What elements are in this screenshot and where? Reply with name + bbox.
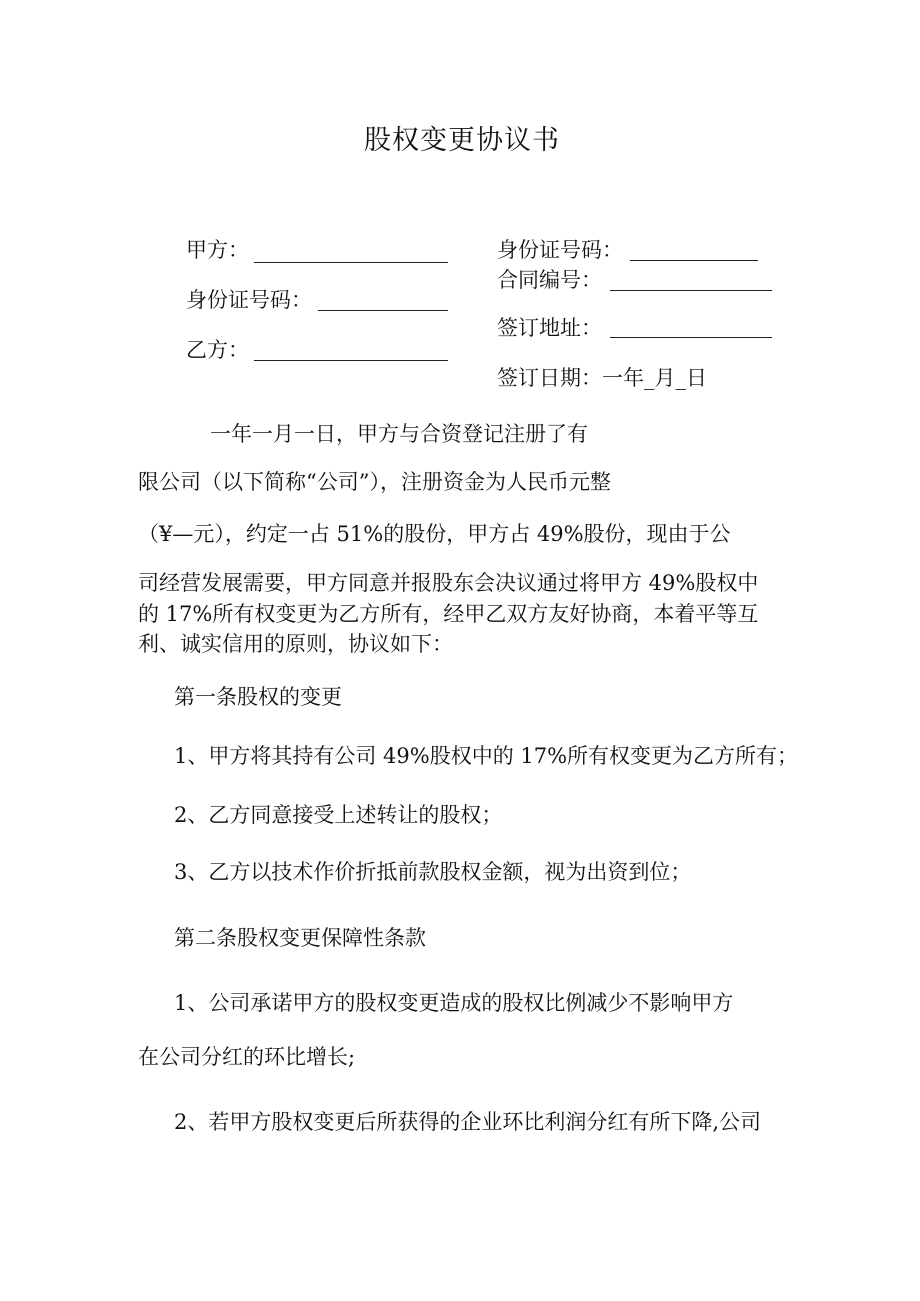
contract-no-blank xyxy=(610,290,772,291)
sign-date: 签订日期：一年_月_日 xyxy=(497,366,707,390)
body-line: 一年一月一日，甲方与合资登记注册了有 xyxy=(210,422,588,446)
body-line: 限公司（以下简称“公司”），注册资金为人民币元整 xyxy=(138,470,611,494)
body-line: （¥—元），约定一占 51%的股份，甲方占 49%股份，现由于公 xyxy=(138,522,731,546)
article-2-item-2: 2、若甲方股权变更后所获得的企业环比利润分红有所下降,公司 xyxy=(174,1110,762,1134)
body-line: 在公司分红的环比增长; xyxy=(138,1045,356,1069)
party-a-label: 甲方： xyxy=(186,238,249,262)
right-id-label: 身份证号码： xyxy=(497,238,623,262)
sign-place-blank xyxy=(610,337,772,338)
party-a-blank xyxy=(254,262,448,263)
right-id-blank xyxy=(630,260,758,261)
party-b-label: 乙方： xyxy=(186,338,249,362)
article-2-heading: 第二条股权变更保障性条款 xyxy=(174,926,426,950)
contract-no-label: 合同编号： xyxy=(497,268,602,292)
party-a-id-blank xyxy=(318,310,448,311)
sign-place-label: 签订地址： xyxy=(497,316,602,340)
party-a-id-label: 身份证号码： xyxy=(186,288,312,312)
article-1-item-3: 3、乙方以技术作价折抵前款股权金额，视为出资到位； xyxy=(174,860,692,884)
body-line: 的 17%所有权变更为乙方所有，经甲乙双方友好协商，本着平等互 xyxy=(138,602,759,626)
article-1-heading: 第一条股权的变更 xyxy=(174,685,342,709)
article-1-item-1: 1、甲方将其持有公司 49%股权中的 17%所有权变更为乙方所有； xyxy=(174,744,799,768)
document-title: 股权变更协议书 xyxy=(364,125,560,156)
body-line: 利、诚实信用的原则，协议如下： xyxy=(138,632,453,656)
article-2-item-1: 1、公司承诺甲方的股权变更造成的股权比例减少不影响甲方 xyxy=(174,991,734,1015)
body-line: 司经营发展需要，甲方同意并报股东会决议通过将甲方 49%股权中 xyxy=(138,571,759,595)
party-b-blank xyxy=(254,360,448,361)
article-1-item-2: 2、乙方同意接受上述转让的股权； xyxy=(174,803,503,827)
